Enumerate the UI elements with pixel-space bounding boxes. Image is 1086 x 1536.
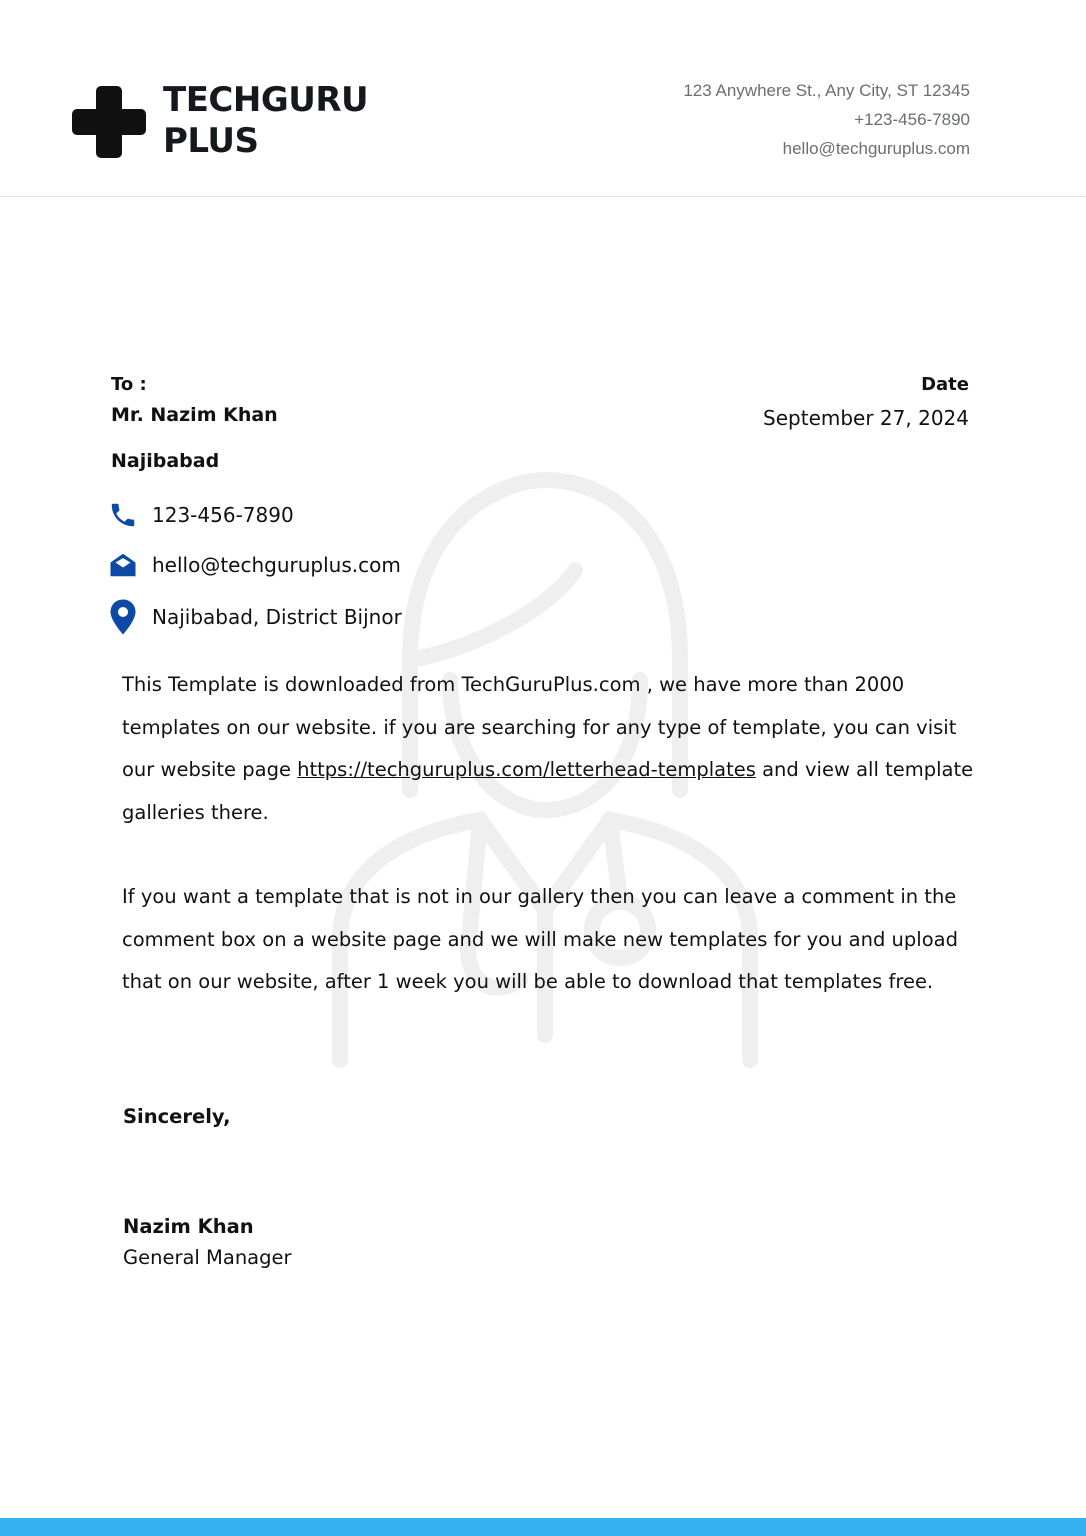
logo-plus-icon — [72, 86, 146, 158]
footer-accent-bar — [0, 1518, 1086, 1536]
location-pin-icon — [108, 598, 138, 636]
recipient-name: Mr. Nazim Khan — [111, 404, 278, 426]
signer-title: General Manager — [123, 1246, 292, 1269]
phone-icon — [108, 500, 138, 530]
recipient-email: hello@techguruplus.com — [152, 553, 401, 577]
recipient-phone: 123-456-7890 — [152, 503, 294, 527]
date-label: Date — [921, 374, 969, 395]
body-paragraph-1 — [122, 664, 982, 834]
company-contact — [683, 76, 970, 163]
recipient-location-row — [108, 598, 402, 636]
recipient-phone-row — [108, 500, 294, 530]
logo-text — [163, 80, 368, 162]
envelope-open-icon — [108, 550, 138, 580]
p1-text: This Template is downloaded from TechGuruPlus.com , we have more than 2000 templates on our website. if you are searching for any type of template, you can visit our website page — [122, 673, 957, 781]
logo-line1: TECHGURU — [163, 80, 369, 120]
logo-line2: PLUS — [163, 121, 259, 161]
p1-text-end: and view all template galleries there. — [122, 758, 974, 824]
signer-name: Nazim Khan — [123, 1215, 254, 1238]
recipient-location: Najibabad, District Bijnor — [152, 605, 402, 629]
company-phone: +123-456-7890 — [854, 110, 970, 129]
recipient-city: Najibabad — [111, 450, 220, 472]
company-email: hello@techguruplus.com — [782, 139, 970, 158]
to-label: To : — [111, 374, 147, 395]
header-divider — [0, 196, 1086, 197]
date-value: September 27, 2024 — [763, 406, 969, 430]
company-address: 123 Anywhere St., Any City, ST 12345 — [683, 81, 970, 100]
templates-link[interactable]: https://techguruplus.com/letterhead-templates — [297, 758, 756, 781]
body-paragraph-2: If you want a template that is not in our gallery then you can leave a comment in the comment box on a website page and we will make new templates for you and upload that on our website, after 1 week you will be able to download that templates free. — [122, 885, 958, 993]
recipient-email-row — [108, 550, 401, 580]
salutation: Sincerely, — [123, 1105, 231, 1128]
